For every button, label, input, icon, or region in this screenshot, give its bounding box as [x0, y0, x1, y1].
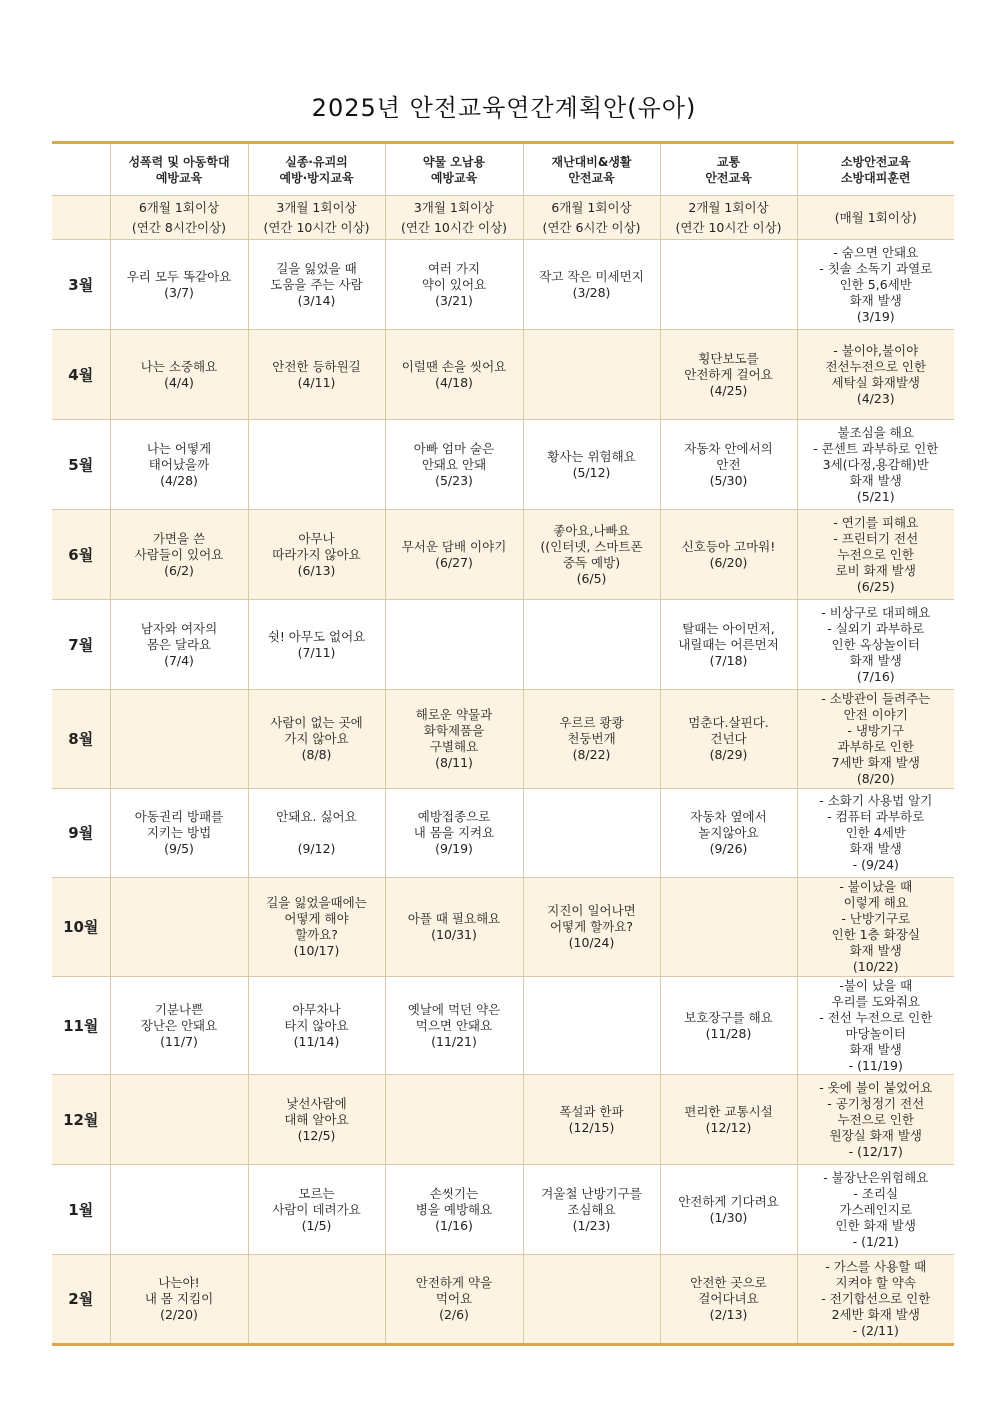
plan-cell: 보호장구를 해요 (11/28) — [660, 977, 797, 1075]
plan-cell — [523, 330, 660, 420]
plan-cell: 여러 가지 약이 있어요 (3/21) — [385, 240, 523, 330]
plan-cell — [248, 1255, 385, 1345]
plan-cell: - 옷에 불이 붙었어요 - 공기청정기 전선 누전으로 인한 원장실 화재 발생 - (12/17) — [797, 1075, 954, 1165]
plan-cell — [523, 1255, 660, 1345]
plan-cell: 쉿! 아무도 없어요 (7/11) — [248, 600, 385, 690]
frequency-cell: 6개월 1회이상 (연간 8시간이상) — [110, 196, 248, 240]
plan-cell: 멈춘다.살핀다. 건넌다 (8/29) — [660, 690, 797, 789]
month-label: 12월 — [52, 1075, 110, 1165]
month-label: 2월 — [52, 1255, 110, 1345]
column-header: 재난대비&생활 안전교육 — [523, 143, 660, 196]
frequency-cell: (매월 1회이상) — [797, 196, 954, 240]
header-row — [52, 143, 954, 196]
plan-cell: - 가스를 사용할 때 지켜야 할 약속 - 전기합선으로 인한 2세반 화재 발생 - (2/11) — [797, 1255, 954, 1345]
plan-cell: 아빠 엄마 술은 안돼요 안돼 (5/23) — [385, 420, 523, 510]
month-row — [52, 420, 954, 510]
plan-cell: 자동차 옆에서 놀지않아요 (9/26) — [660, 789, 797, 878]
plan-cell: 해로운 약물과 화학제품을 구별해요 (8/11) — [385, 690, 523, 789]
month-row — [52, 600, 954, 690]
plan-cell: 신호등아 고마워! (6/20) — [660, 510, 797, 600]
month-row — [52, 1165, 954, 1255]
month-row — [52, 690, 954, 789]
plan-cell: 모르는 사람이 데려가요 (1/5) — [248, 1165, 385, 1255]
plan-cell — [110, 878, 248, 977]
plan-cell: 우리 모두 똑같아요 (3/7) — [110, 240, 248, 330]
plan-cell: 나는 소중해요 (4/4) — [110, 330, 248, 420]
plan-cell — [110, 690, 248, 789]
plan-cell — [110, 1165, 248, 1255]
column-header: 실종·유괴의 예방·방지교육 — [248, 143, 385, 196]
plan-cell — [385, 1075, 523, 1165]
plan-cell: 불조심을 해요 - 콘센트 과부하로 인한 3세(다정,용감해)반 화재 발생 (5/21) — [797, 420, 954, 510]
plan-cell: 아무차나 타지 않아요 (11/14) — [248, 977, 385, 1075]
month-label: 5월 — [52, 420, 110, 510]
plan-cell: 안전하게 약을 먹어요 (2/6) — [385, 1255, 523, 1345]
month-row — [52, 878, 954, 977]
month-row — [52, 977, 954, 1075]
plan-cell: - 불장난은위험해요 - 조리실 가스레인지로 인한 화재 발생 - (1/21) — [797, 1165, 954, 1255]
month-row — [52, 789, 954, 878]
column-header: 성폭력 및 아동학대 예방교육 — [110, 143, 248, 196]
plan-cell — [523, 977, 660, 1075]
column-header: 약물 오남용 예방교육 — [385, 143, 523, 196]
frequency-corner — [52, 196, 110, 240]
plan-cell: 탈때는 아이먼저, 내릴때는 어른먼저 (7/18) — [660, 600, 797, 690]
month-label: 4월 — [52, 330, 110, 420]
month-label: 8월 — [52, 690, 110, 789]
plan-cell: 우르르 쾅쾅 천둥번개 (8/22) — [523, 690, 660, 789]
plan-cell: 안돼요. 싫어요 (9/12) — [248, 789, 385, 878]
plan-cell: - 비상구로 대피해요 - 실외기 과부하로 인한 옥상놀이터 화재 발생 (7/16) — [797, 600, 954, 690]
frequency-cell: 2개월 1회이상 (연간 10시간 이상) — [660, 196, 797, 240]
month-label: 7월 — [52, 600, 110, 690]
plan-cell: - 숨으면 안돼요 - 칫솔 소독기 과열로 인한 5,6세반 화재 발생 (3/19) — [797, 240, 954, 330]
plan-cell: 아무나 따라가지 않아요 (6/13) — [248, 510, 385, 600]
plan-cell — [523, 789, 660, 878]
plan-cell: -불이 났을 때 우리를 도와줘요 - 전선 누전으로 인한 마당놀이터 화재 발생 - (11/19) — [797, 977, 954, 1075]
plan-cell: 사람이 없는 곳에 가지 않아요 (8/8) — [248, 690, 385, 789]
plan-cell: 안전한 등하원길 (4/11) — [248, 330, 385, 420]
plan-cell — [385, 600, 523, 690]
plan-cell: 황사는 위험해요 (5/12) — [523, 420, 660, 510]
plan-cell: 가면을 쓴 사람들이 있어요 (6/2) — [110, 510, 248, 600]
annual-plan-table — [52, 141, 954, 1346]
plan-cell — [110, 1075, 248, 1165]
plan-cell: - 연기를 피해요 - 프린터기 전선 누전으로 인한 로비 화재 발생 (6/25) — [797, 510, 954, 600]
plan-cell: 길을 잃었을 때 도움을 주는 사람 (3/14) — [248, 240, 385, 330]
month-label: 10월 — [52, 878, 110, 977]
month-label: 3월 — [52, 240, 110, 330]
plan-cell — [523, 600, 660, 690]
frequency-cell: 3개월 1회이상 (연간 10시간 이상) — [385, 196, 523, 240]
plan-cell: 남자와 여자의 몸은 달라요 (7/4) — [110, 600, 248, 690]
plan-cell: - 불이야,불이야 전선누전으로 인한 세탁실 화재발생 (4/23) — [797, 330, 954, 420]
plan-cell: 자동차 안에서의 안전 (5/30) — [660, 420, 797, 510]
page-title: 2025년 안전교육연간계획안(유아) — [311, 94, 697, 122]
plan-cell: 아플 때 필요해요 (10/31) — [385, 878, 523, 977]
month-row — [52, 1255, 954, 1345]
plan-cell: - 소화기 사용법 알기 - 컴퓨터 과부하로 인한 4세반 화재 발생 - (9/24) — [797, 789, 954, 878]
plan-cell: 지진이 일어나면 어떻게 할까요? (10/24) — [523, 878, 660, 977]
plan-cell: 낯선사람에 대해 알아요 (12/5) — [248, 1075, 385, 1165]
plan-cell: 옛날에 먹던 약은 먹으면 안돼요 (11/21) — [385, 977, 523, 1075]
plan-cell: 예방접종으로 내 몸을 지켜요 (9/19) — [385, 789, 523, 878]
header-corner — [52, 143, 110, 196]
plan-cell: 길을 잃었을때에는 어떻게 해야 할까요? (10/17) — [248, 878, 385, 977]
plan-cell: 횡단보도를 안전하게 걸어요 (4/25) — [660, 330, 797, 420]
frequency-row — [52, 196, 954, 240]
frequency-cell: 3개월 1회이상 (연간 10시간 이상) — [248, 196, 385, 240]
frequency-cell: 6개월 1회이상 (연간 6시간 이상) — [523, 196, 660, 240]
plan-cell — [660, 240, 797, 330]
plan-cell: - 불이났을 때 이렇게 해요 - 난방기구로 인한 1층 화장실 화재 발생 (10/22) — [797, 878, 954, 977]
column-header: 소방안전교육 소방대피훈련 — [797, 143, 954, 196]
month-label: 11월 — [52, 977, 110, 1075]
plan-cell: 편리한 교통시설 (12/12) — [660, 1075, 797, 1165]
month-row — [52, 1075, 954, 1165]
month-row — [52, 510, 954, 600]
plan-cell: 안전한 곳으로 걸어다녀요 (2/13) — [660, 1255, 797, 1345]
plan-cell: 아동권리 방패를 지키는 방법 (9/5) — [110, 789, 248, 878]
plan-cell — [660, 878, 797, 977]
plan-cell: 작고 작은 미세먼지 (3/28) — [523, 240, 660, 330]
plan-cell: 나는 어떻게 태어났을까 (4/28) — [110, 420, 248, 510]
plan-cell: 겨울철 난방기구를 조심해요 (1/23) — [523, 1165, 660, 1255]
plan-cell: 기분나쁜 장난은 안돼요 (11/7) — [110, 977, 248, 1075]
month-label: 1월 — [52, 1165, 110, 1255]
plan-cell: 안전하게 기다려요 (1/30) — [660, 1165, 797, 1255]
month-row — [52, 330, 954, 420]
plan-cell: 좋아요,나빠요 ((인터넷, 스마트폰 중독 예방) (6/5) — [523, 510, 660, 600]
plan-cell: 손씻기는 병을 예방해요 (1/16) — [385, 1165, 523, 1255]
plan-cell: 나는야! 내 몸 지킴이 (2/20) — [110, 1255, 248, 1345]
month-label: 6월 — [52, 510, 110, 600]
month-row — [52, 240, 954, 330]
column-header: 교통 안전교육 — [660, 143, 797, 196]
plan-cell: 폭설과 한파 (12/15) — [523, 1075, 660, 1165]
plan-cell: - 소방관이 들려주는 안전 이야기 - 냉방기구 과부하로 인한 7세반 화재 발생 (8/20) — [797, 690, 954, 789]
month-label: 9월 — [52, 789, 110, 878]
plan-cell — [248, 420, 385, 510]
plan-cell: 무서운 담배 이야기 (6/27) — [385, 510, 523, 600]
plan-cell: 이럴땐 손을 씻어요 (4/18) — [385, 330, 523, 420]
